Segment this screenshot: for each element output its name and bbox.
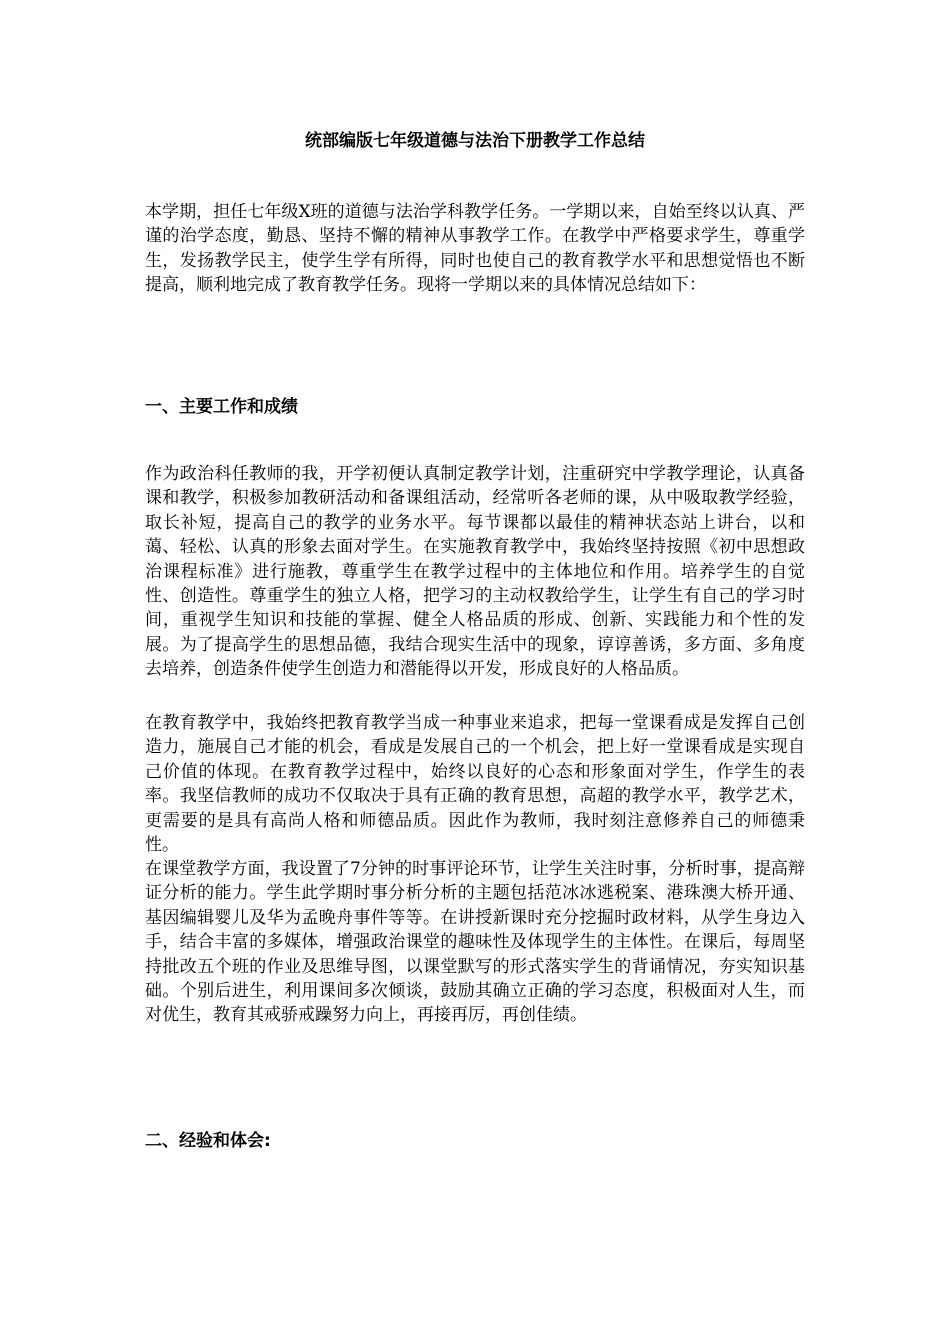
body-paragraph: 在课堂教学方面，我设置了7分钟的时事评论环节，让学生关注时事，分析时事，提高辩证分析的能力。学生此学期时事分析分析的主题包括范冰冰逃税案、港珠澳大桥开通、基因编辑婴儿及华为孟晚舟事件等等。在讲授新课时充分挖掘时政材料，从学生身边入手，结合丰富的多媒体，增强政治课堂的趣味性及体现学生的主体性。在课后，每周坚持批改五个班的作业及思维导图，以课堂默写的形式落实学生的背诵情况，夯实知识基础。个别后进生，利用课间多次倾谈，鼓励其确立正确的学习态度，积极面对人生，而对优生，教育其戒骄戒躁努力向上，再接再厉，再创佳绩。 [145,859,805,1026]
intro-paragraph: 本学期，担任七年级X班的道德与法治学科教学任务。一学期以来，自始至终以认真、严谨的治学态度，勤恳、坚持不懈的精神从事教学工作。在教学中严格要求学生，尊重学生，发扬教学民主，使学生学有所得，同时也使自己的教育教学水平和思想觉悟也不断提高，顺利地完成了教育教学任务。现将一学期以来的具体情况总结如下： [145,202,805,296]
section-heading-experience: 二、经验和体会: [145,1131,271,1151]
body-paragraph: 作为政治科任教师的我，开学初便认真制定教学计划，注重研究中学教学理论，认真备课和教学，积极参加教研活动和备课组活动，经常听各老师的课，从中吸取教学经验，取长补短，提高自己的教学的业务水平。每节课都以最佳的精神状态站上讲台，以和蔼、轻松、认真的形象去面对学生。在实施教育教学中，我始终坚持按照《初中思想政治课程标准》进行施教，尊重学生在教学过程中的主体地位和作用。培养学生的自觉性、创造性。尊重学生的独立人格，把学习的主动权教给学生，让学生有自己的学习时间，重视学生知识和技能的掌握、健全人格品质的形成、创新、实践能力和个性的发展。为了提高学生的思想品德，我结合现实生活中的现象，谆谆善诱，多方面、多角度去培养，创造条件使学生创造力和潜能得以开发，形成良好的人格品质。 [145,464,805,680]
document-title: 统部编版七年级道德与法治下册教学工作总结 [305,131,645,151]
body-paragraph: 在教育教学中，我始终把教育教学当成一种事业来追求，把每一堂课看成是发挥自己创造力，施展自己才能的机会，看成是发展自己的一个机会，把上好一堂课看成是实现自己价值的体现。在教育教学过程中，始终以良好的心态和形象面对学生，作学生的表率。我坚信教师的成功不仅取决于具有正确的教育思想，高超的教学水平，教学艺术，更需要的是具有高尚人格和师德品质。因此作为教师，我时刻注意修养自己的师德秉性。 [145,713,805,856]
section-heading-main-work: 一、主要工作和成绩 [145,397,298,417]
